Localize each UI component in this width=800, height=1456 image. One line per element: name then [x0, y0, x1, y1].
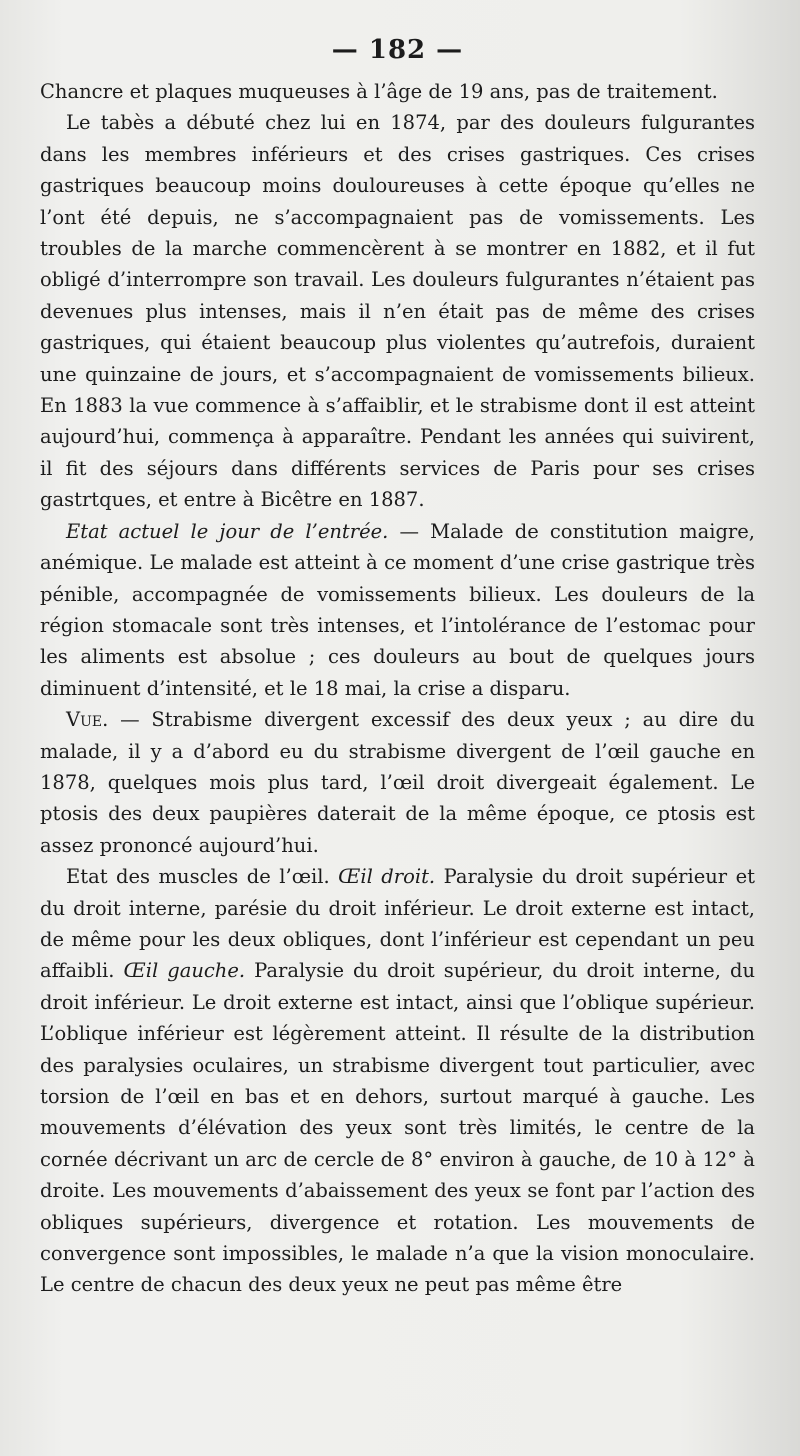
paragraph-text: Paralysie du droit supérieur, du droit interne, du droit inférieur. Le droit externe est intact, ainsi que l’oblique supérieur. L’oblique inférieur est légèrement atteint. Il résulte de la distribution des paralysies oculaires, un strabisme divergent tout particulier, avec torsion de l’œil en bas et en dehors, surtout marqué à gauche. Les mouvements d’élévation des yeux sont très limités, le centre de la cornée décrivant un arc de cercle de 8° environ à gauche, de 10 à 12° à droite. Les mouvements d’abaissement des yeux se font par l’action des obliques supérieurs, divergence et rotation. Les mouvements de convergence sont impossibles, le malade n’a que la vision monoculaire. Le centre de chacun des deux yeux ne peut pas même être: [40, 959, 755, 1297]
paragraph-tabes-onset: [40, 107, 755, 515]
paragraph-vision: [40, 704, 755, 861]
paragraph-text: Chancre et plaques muqueuses à l’âge de 19 ans, pas de traitement.: [40, 80, 718, 103]
paragraph-text: Paralysie du droit supérieur et du droit interne, parésie du droit inférieur. Le droit externe est intact, de même pour les deux obliques, dont l’inférieur est cependant un peu affaibli.: [40, 865, 755, 983]
paragraph-current-state: [40, 516, 755, 704]
section-lead-etat-actuel: Etat actuel le jour de l’entrée.: [66, 519, 389, 543]
page-body: [40, 76, 755, 1301]
subsection-lead-oeil-droit: Œil droit.: [338, 865, 436, 889]
paragraph-text: — Strabisme divergent excessif des deux yeux ; au dire du malade, il y a d’abord eu du strabisme divergent de l’œil gauche en 1878, quelques mois plus tard, l’œil droit divergeait également. Le ptosis des deux paupières daterait de la même époque, ce ptosis est assez prononcé aujourd’hui.: [40, 708, 755, 857]
section-lead-vue: Vue.: [66, 708, 109, 732]
paragraph-text: — Malade de constitution maigre, anémique. Le malade est atteint à ce moment d’une crise gastrique très pénible, accompagnée de vomissements bilieux. Les douleurs de la région stomacale sont très intenses, et l’intolérance de l’estomac pour les aliments est absolue ; ces douleurs au bout de quelques jours diminuent d’intensité, et le 18 mai, la crise a disparu.: [40, 519, 755, 700]
paragraph-text: Le tabès a débuté chez lui en 1874, par des douleurs fulgurantes dans les membres inférieurs et des crises gastriques. Ces crises gastriques beaucoup moins douloureuses à cette époque qu’elles ne l’ont été depuis, ne s’accompagnaient pas de vomissements. Les troubles de la marche commencèrent à se montrer en 1882, et il fut obligé d’interrompre son travail. Les douleurs fulgurantes n’étaient pas devenues plus intenses, mais il n’en était pas de même des crises gastriques, qui étaient beaucoup plus violentes qu’autrefois, duraient une quinzaine de jours, et s’accompagnaient de vomissements bilieux. En 1883 la vue commence à s’affaiblir, et le strabisme dont il est atteint aujourd’hui, commença à apparaître. Pendant les années qui suivirent, il fit des séjours dans différents services de Paris pour ses crises gastrtques, et entre à Bicêtre en 1887.: [40, 111, 755, 512]
paragraph-eye-muscles: [40, 861, 755, 1301]
subsection-lead-oeil-gauche: Œil gauche.: [123, 959, 246, 983]
paragraph-text: Etat des muscles de l’œil.: [66, 865, 339, 889]
paragraph-history-syphilis: [40, 76, 755, 107]
page-number: — 182 —: [331, 35, 464, 65]
